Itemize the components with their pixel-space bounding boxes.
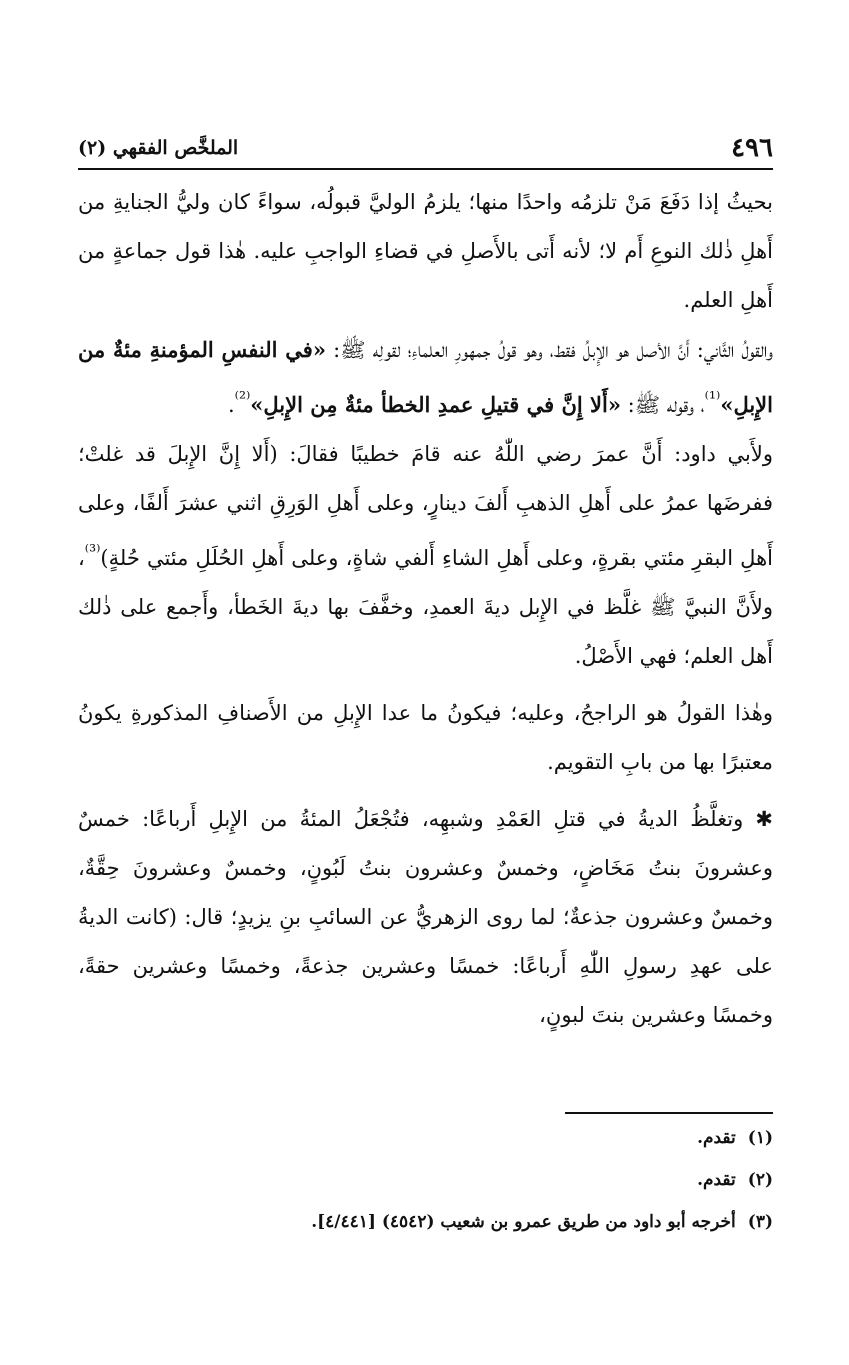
footnote (78, 1128, 773, 1170)
paragraph: ✱ وتغلَّظُ الديةُ في قتلِ العَمْدِ وشبهِه، فتُجْعَلُ المئةُ من الإِبلِ أَرباعًا: خمسٌ وعشرونَ بنتُ مَخَاضٍ، وخمسٌ وعشرون بنتُ لَبُونٍ، وخمسٌ وعشرونَ حِقَّةٌ، وخمسٌ وعشرون جذعةٌ؛ لما روى الزهريُّ عن السائبِ بنِ يزيدٍ؛ قال: (كانت الديةُ على عهدِ رسولِ اللّٰهِ أَرباعًا: خمسًا وعشرين جذعةً، وخمسًا وعشرين حقةً، وخمسًا وعشرين بنتَ لبونٍ، (78, 807, 773, 1027)
footnotes (78, 1128, 773, 1254)
footnote-ref: ⁽³⁾ (84, 542, 101, 562)
footnote (78, 1212, 773, 1254)
footnote-number: (٢) (747, 1170, 773, 1190)
footnote (78, 1170, 773, 1212)
footnote-number: (٣) (747, 1212, 773, 1232)
book-title: الملخَّص الفقهي (٢) (78, 137, 239, 159)
paragraph (78, 325, 773, 430)
footnote-ref: ⁽²⁾ (234, 389, 251, 409)
paragraph-text: ، ولأَنَّ النبيَّ ﷺ غلَّظ في الإِبل ديةَ العمدِ، وخفَّفَ بها ديةَ الخَطأ، وأَجمع على ذٰلك أَهل العلم؛ فهي الأَصْلُ. (78, 546, 773, 668)
footnote-text: تقدم. (697, 1128, 736, 1148)
paragraph-text: ولأَبي داود: أَنَّ عمرَ رضي اللّٰهُ عنه قامَ خطيبًا فقالَ: (أَلا إِنَّ الإِبلَ قد غلتْ؛ ففرضَها عمرُ على أَهلِ الذهبِ أَلفَ دينارٍ، وعلى أَهلِ الوَرِقِ اثني عشرَ أَلفًا، وعلى أَهلِ البقرِ مئتي بقرةٍ، وعلى أَهلِ الشاءِ أَلفي شاةٍ، وعلى أَهلِ الحُلَلِ مئتي حُلةٍ) (78, 442, 773, 570)
page-number: ٤٩٦ (731, 133, 773, 163)
hadith-quote: «أَلا إِنَّ في قتيلِ عمدِ الخطأ مئةٌ مِن الإِبلِ» (250, 392, 621, 417)
paragraph-text: . (227, 393, 235, 417)
footnote-separator (565, 1112, 773, 1114)
page-header (78, 128, 773, 170)
paragraph: بحيثُ إذا دَفَعَ مَنْ تلزمُه واحدًا منها؛ يلزمُ الوليَّ قبولُه، سواءً كان وليُّ الجنايةِ من أَهلِ ذٰلك النوعِ أَم لا؛ لأنه أَتى بالأَصلِ في قضاءِ الواجبِ عليه. هٰذا قول جماعةٍ من أَهلِ العلم. (78, 190, 773, 312)
paragraph-text: ، وقوله ﷺ: (621, 393, 705, 417)
paragraph (78, 430, 773, 681)
footnote-ref: ⁽¹⁾ (704, 389, 721, 409)
hadith-quote: «في النفسِ المؤمنةِ مئةٌ من الإِبلِ» (78, 337, 773, 417)
page-body (78, 178, 773, 1040)
paragraph: وهٰذا القولُ هو الراجحُ، وعليه؛ فيكونُ ما عدا الإِبلِ من الأَصنافِ المذكورةِ يكونُ معتبرًا بها من بابِ التقويم. (78, 701, 773, 774)
footnote-number: (١) (747, 1128, 773, 1148)
footnote-text: تقدم. (697, 1170, 736, 1190)
paragraph-text: والقولُ الثَّاني: أَنَّ الأصل هو الإِبلُ فقط، وهو قولُ جمهورِ العلماءِ؛ لقولِه ﷺ: (325, 338, 773, 362)
footnote-text: أخرجه أبو داود من طريق عمرو بن شعيب (٤٥٤٢) [٤/٤٤١]. (311, 1212, 736, 1232)
